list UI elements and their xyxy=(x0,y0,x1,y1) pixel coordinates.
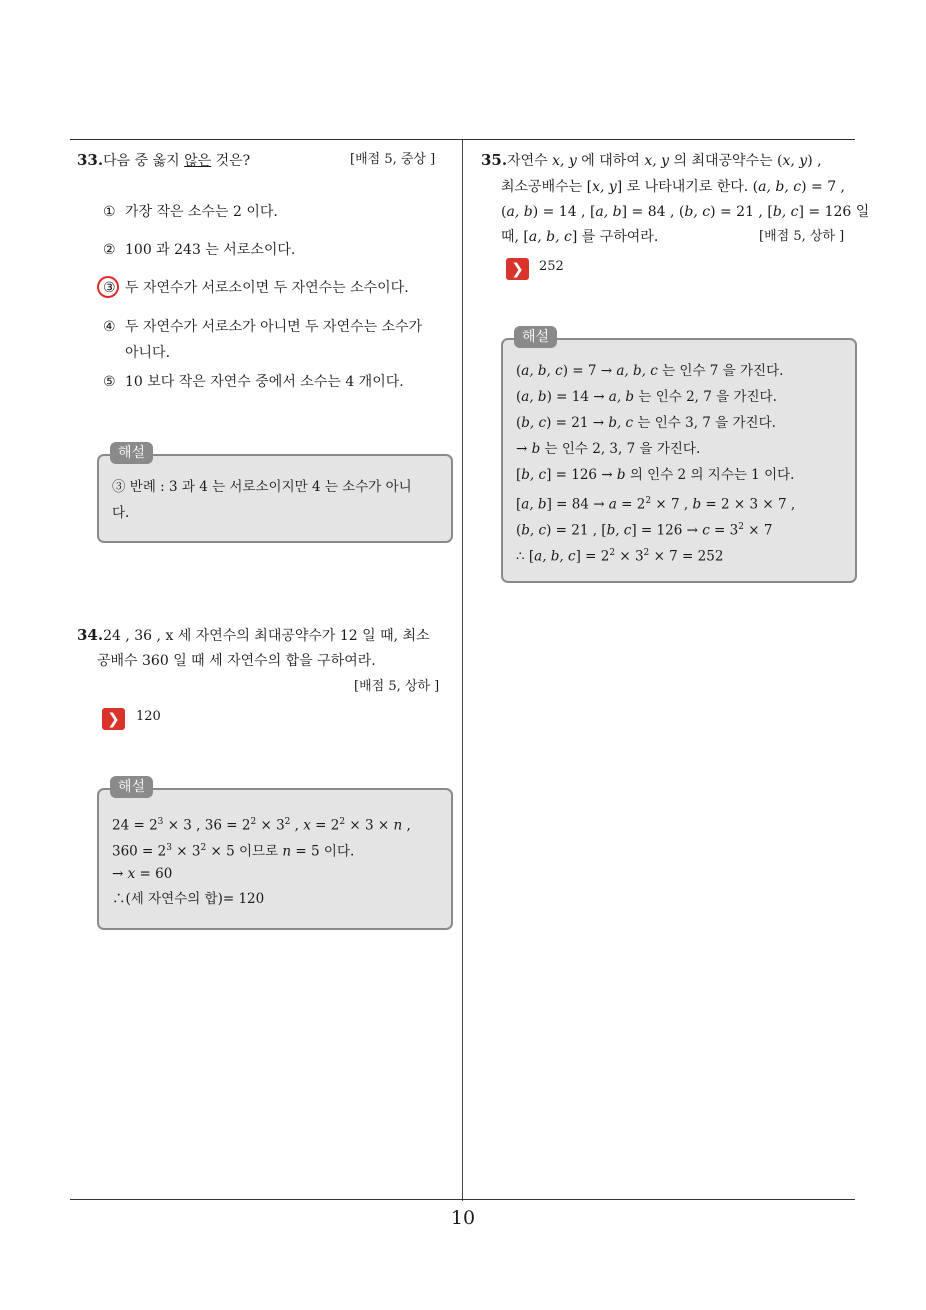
q35-score: [배점 5, 상하 ] xyxy=(759,229,845,244)
q33-explanation-box xyxy=(97,454,453,543)
q34-explanation-line-1: $24 = 2^3 \times 3$ , $36 = 2^2 \times 3^2$ , $x = 2^2 \times 3 \times n$ , xyxy=(112,817,411,834)
q33-explanation-label: 해설 xyxy=(110,442,153,464)
option-number: ④ xyxy=(103,319,116,335)
q35-explanation-line-7: (b, c) = 21 , [b, $c] = 126 \to c = 3^2 \times 7$ xyxy=(516,522,773,539)
q35-explanation-line-6: [a, $b] = 84 \to a = 2^2 \times 7$ , b = 2 × 3 × 7 , xyxy=(516,496,796,513)
q33-option-4-cont: 아니다. xyxy=(125,345,171,361)
q33-header xyxy=(77,148,250,173)
q35-explanation-line-8: ∴ [a, b, $c] = 2^2 \times 3^2 \times 7 = 252$ xyxy=(516,548,724,565)
q34-explanation-line-2: $360 = 2^3 \times 3^2 \times 5$ 이므로 n = 5 이다. xyxy=(112,843,355,860)
option-text: 10 보다 작은 자연수 중에서 소수는 4 개이다. xyxy=(125,374,404,390)
q35-answer: 252 xyxy=(539,259,564,274)
q35-explanation-line-3: (b, c) = 21 → b, c 는 인수 3, 7 을 가진다. xyxy=(516,415,776,431)
q34-explanation-box xyxy=(97,788,453,930)
q35-header xyxy=(481,148,822,173)
q35-explanation-line-2: (a, b) = 14 → a, b 는 인수 2, 7 을 가진다. xyxy=(516,389,777,405)
q35-number: 35. xyxy=(481,151,508,169)
q35-question-line-4: 때, [a, b, c] 를 구하여라. xyxy=(501,229,659,245)
q33-explanation-line: ③ 반례 : 3 과 4 는 서로소이지만 4 는 소수가 아니 xyxy=(112,479,412,495)
q33-explanation-line: 다. xyxy=(112,505,130,521)
q33-number: 33. xyxy=(77,151,104,169)
q34-question-line: 공배수 360 일 때 세 자연수의 합을 구하여라. xyxy=(97,653,376,669)
q35-explanation-label: 해설 xyxy=(514,326,557,348)
q35-explanation-line-5: [b, c] = 126 → b 의 인수 2 의 지수는 1 이다. xyxy=(516,467,795,483)
option-number: ⑤ xyxy=(103,374,116,390)
answer-chevron-icon: ❯ xyxy=(506,258,529,280)
q33-option-3[interactable] xyxy=(103,276,409,300)
q34-score: [배점 5, 상하 ] xyxy=(354,679,440,694)
q35-explanation-line-1: (a, b, c) = 7 → a, b, c 는 인수 7 을 가진다. xyxy=(516,363,784,379)
q34-explanation-label: 해설 xyxy=(110,776,153,798)
answer-chevron-icon: ❯ xyxy=(102,708,125,730)
option-number: ② xyxy=(103,242,116,258)
option-text: 가장 작은 소수는 2 이다. xyxy=(125,204,278,220)
column-divider xyxy=(462,140,463,1201)
bottom-rule xyxy=(70,1199,855,1200)
option-text: 두 자연수가 서로소이면 두 자연수는 소수이다. xyxy=(125,280,409,296)
page-number: 10 xyxy=(450,1207,476,1229)
q33-question-prefix: 다음 중 옳지 xyxy=(103,153,185,169)
q34-answer: 120 xyxy=(136,709,161,724)
option-number: ① xyxy=(103,204,116,220)
q35-question-line-2: 최소공배수는 [x, y] 로 나타내기로 한다. (a, b, c) = 7 , xyxy=(501,179,846,195)
q35-explanation-box xyxy=(501,338,857,583)
q34-question-line: 24 , 36 , x 세 자연수의 최대공약수가 12 일 때, 최소 xyxy=(103,628,430,644)
q33-option-1[interactable] xyxy=(103,200,278,224)
option-text: 100 과 243 는 서로소이다. xyxy=(125,242,296,258)
q33-question-suffix: 것은? xyxy=(211,153,251,169)
q33-option-5[interactable] xyxy=(103,370,404,394)
q35-question-line-1: 자연수 x, y 에 대하여 x, y 의 최대공약수는 (x, y) , xyxy=(507,153,822,169)
q34-explanation-line-4: ∴(세 자연수의 합)= 120 xyxy=(112,891,265,907)
q33-option-4[interactable] xyxy=(103,315,422,339)
q35-question-line-3: (a, b) = 14 , [a, b] = 84 , (b, c) = 21 , [b, c] = 126 일 xyxy=(501,204,870,220)
q34-number: 34. xyxy=(77,626,104,644)
q35-explanation-line-4: → b 는 인수 2, 3, 7 을 가진다. xyxy=(516,441,701,457)
option-number: ③ xyxy=(103,280,116,296)
q33-option-2[interactable] xyxy=(103,238,295,262)
option-text: 두 자연수가 서로소가 아니면 두 자연수는 소수가 xyxy=(125,319,423,335)
q33-score: [배점 5, 중상 ] xyxy=(350,152,436,167)
q34-header xyxy=(77,623,430,648)
q34-explanation-line-3: → x = 60 xyxy=(112,866,173,882)
q33-question-underlined: 않은 xyxy=(184,153,212,169)
